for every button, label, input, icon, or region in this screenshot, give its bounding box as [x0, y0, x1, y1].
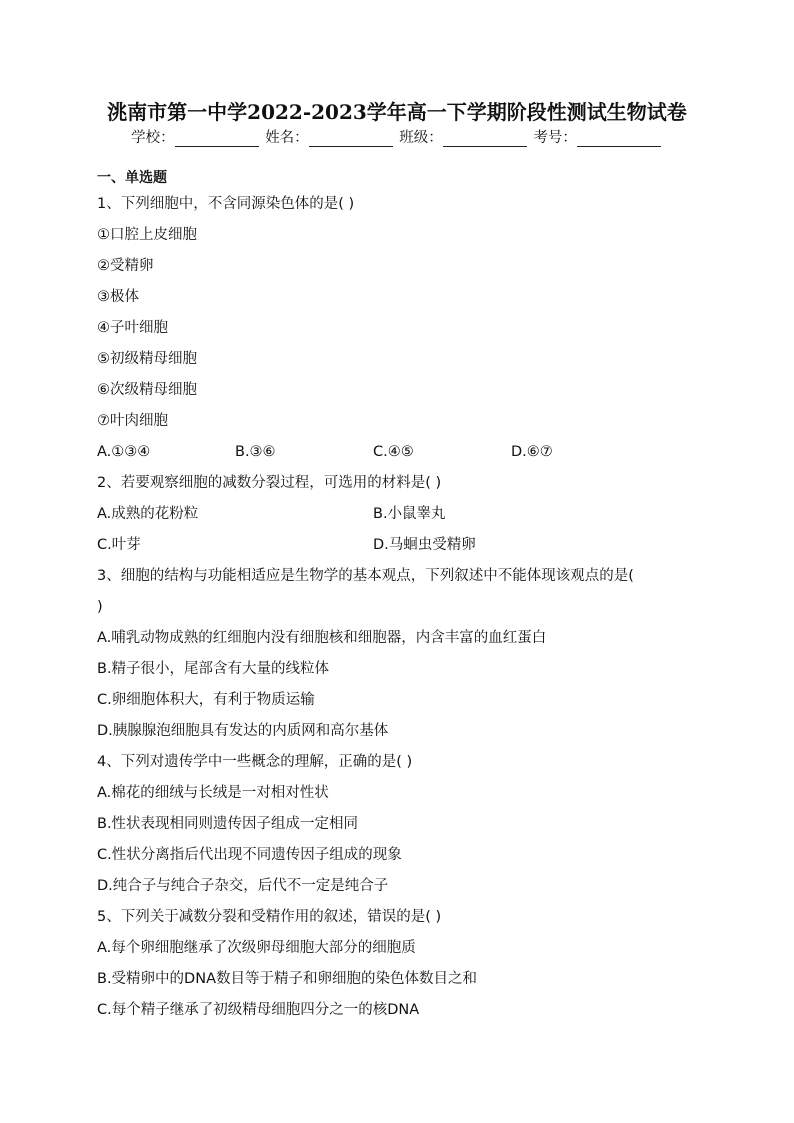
question-4-stem: 4、下列对遗传学中一些概念的理解，正确的是( ): [97, 754, 413, 770]
question-3-option-d[interactable]: D.胰腺腺泡细胞具有发达的内质网和高尔基体: [97, 723, 389, 739]
question-5-option-a[interactable]: A.每个卵细胞继承了次级卵母细胞大部分的细胞质: [97, 940, 416, 956]
exam-number-field: [533, 126, 663, 147]
question-2-options-row-2: [97, 530, 697, 561]
school-field: [131, 126, 261, 147]
question-2-option-b[interactable]: B.小鼠睾丸: [373, 506, 446, 522]
question-5-option-b[interactable]: B.受精卵中的DNA数目等于精子和卵细胞的染色体数目之和: [97, 971, 477, 987]
question-2-options-row-1: [97, 499, 697, 530]
class-label: 班级：: [399, 130, 443, 146]
question-1-option-d[interactable]: D.⑥⑦: [511, 444, 553, 460]
question-1-item: ③极体: [97, 289, 139, 305]
exam-title: 洮南市第一中学2022-2023学年高一下学期阶段性测试生物试卷: [107, 100, 687, 124]
question-4-option-a[interactable]: A.棉花的细绒与长绒是一对相对性状: [97, 785, 329, 801]
question-4-option-c[interactable]: C.性状分离指后代出现不同遗传因子组成的现象: [97, 847, 402, 863]
question-3-option-c[interactable]: C.卵细胞体积大，有利于物质运输: [97, 692, 315, 708]
question-1-option-a[interactable]: A.①③④: [97, 444, 151, 460]
name-label: 姓名：: [265, 130, 309, 146]
class-field: [399, 126, 529, 147]
question-3-option-b[interactable]: B.精子很小，尾部含有大量的线粒体: [97, 661, 330, 677]
question-4-option-b[interactable]: B.性状表现相同则遗传因子组成一定相同: [97, 816, 359, 832]
question-1-item: ⑦叶肉细胞: [97, 413, 168, 429]
question-3-stem-continued: ): [97, 599, 103, 615]
exam-number-label: 考号：: [533, 130, 577, 146]
school-label: 学校：: [131, 130, 175, 146]
class-blank[interactable]: [443, 132, 527, 147]
question-5-stem: 5、下列关于减数分裂和受精作用的叙述，错误的是( ): [97, 909, 442, 925]
question-1-item: ①口腔上皮细胞: [97, 227, 197, 243]
question-4-option-d[interactable]: D.纯合子与纯合子杂交，后代不一定是纯合子: [97, 878, 389, 894]
question-3-stem: 3、细胞的结构与功能相适应是生物学的基本观点，下列叙述中不能体现该观点的是(: [97, 568, 634, 584]
question-1-option-c[interactable]: C.④⑤: [373, 444, 414, 460]
question-1-item: ④子叶细胞: [97, 320, 168, 336]
question-2-option-d[interactable]: D.马蛔虫受精卵: [373, 537, 476, 553]
question-3-option-a[interactable]: A.哺乳动物成熟的红细胞内没有细胞核和细胞器，内含丰富的血红蛋白: [97, 630, 547, 646]
section-heading: 一、单选题: [97, 170, 167, 186]
question-1-option-b[interactable]: B.③⑥: [235, 444, 276, 460]
question-list: [97, 167, 697, 1026]
question-1-options: [97, 437, 697, 468]
question-5-option-c[interactable]: C.每个精子继承了初级精母细胞四分之一的核DNA: [97, 1002, 420, 1018]
name-field: [265, 126, 395, 147]
question-1-item: ⑤初级精母细胞: [97, 351, 197, 367]
question-1-item: ②受精卵: [97, 258, 154, 274]
question-2-stem: 2、若要观察细胞的减数分裂过程，可选用的材料是( ): [97, 475, 442, 491]
exam-number-blank[interactable]: [577, 132, 661, 147]
question-2-option-a[interactable]: A.成熟的花粉粒: [97, 506, 199, 522]
school-blank[interactable]: [175, 132, 259, 147]
name-blank[interactable]: [309, 132, 393, 147]
question-1-item: ⑥次级精母细胞: [97, 382, 197, 398]
question-1-stem: 1、下列细胞中，不含同源染色体的是( ): [97, 196, 355, 212]
student-info-line: [0, 126, 794, 147]
question-2-option-c[interactable]: C.叶芽: [97, 537, 141, 553]
